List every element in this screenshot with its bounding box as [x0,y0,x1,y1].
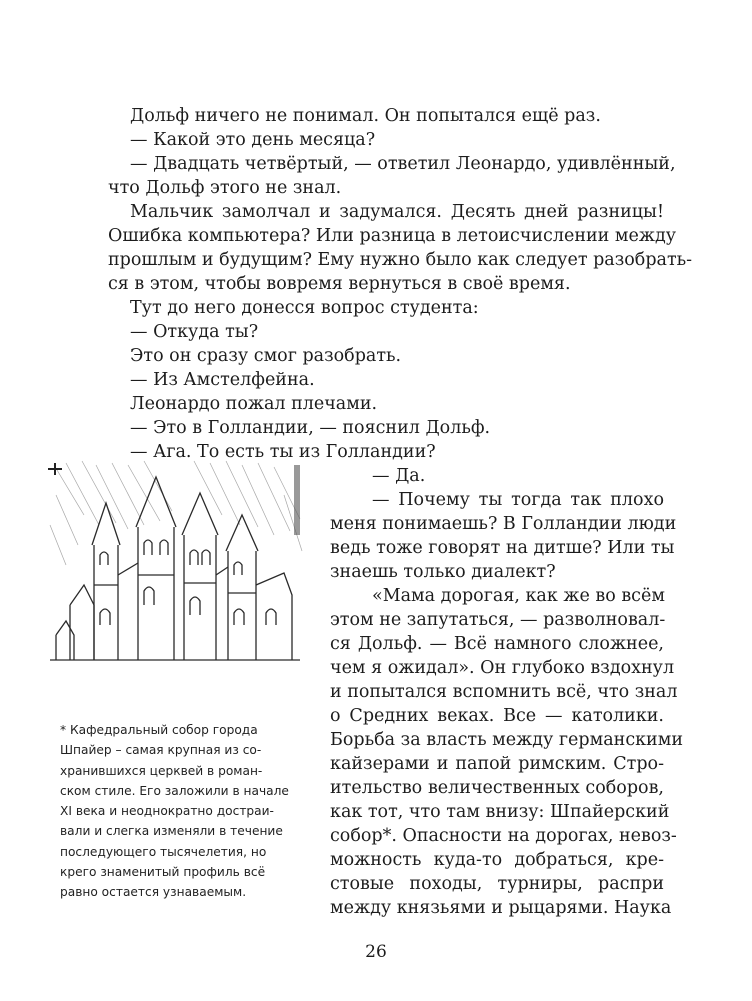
text-line: ведь тоже говорят на дитше? Или ты [330,538,675,558]
text-line: — Какой это день месяца? [130,130,376,150]
text-line: знаешь только диалект? [330,562,556,582]
text-line: Дольф ничего не понимал. Он попытался ещё раз. [130,106,601,126]
text-line: между князьями и рыцарями. Наука [330,898,672,918]
caption-line: крeго знаменитый профиль всё [60,865,266,880]
text-line: стовые походы, турниры, распри [330,874,664,894]
text-line: и попытался вспомнить всё, что знал [330,682,678,702]
text-line: Леонардо пожал плечами. [130,394,378,414]
cathedral-outline [50,477,300,660]
sky-hatching [50,461,302,565]
text-line: как тот, что там внизу: Шпайерский [330,802,670,822]
caption-line: вали и слегка изменяли в течение [60,824,283,839]
text-line: — Двадцать четвёртый, — ответил Леонардо, удивлённый, [130,154,676,174]
caption-line: Шпайер – самая крупная из со- [60,743,262,758]
text-line: что Дольф этого не знал. [108,178,342,198]
caption-line: ском стиле. Его заложили в начале [60,783,289,798]
text-line: ся Дольф. — Всё намного сложнее, [330,634,664,654]
caption-line: XI века и неоднократно дострaи- [60,804,274,819]
text-line: чем я ожидал». Он глубоко вздохнул [330,658,675,678]
text-line: Это он сразу смог разобрать. [130,346,402,366]
cathedral-illustration [44,455,306,680]
text-line: Тут до него донесся вопрос студента: [130,298,479,318]
page-number: 26 [365,942,387,962]
text-line: этом не запутаться, — разволновал- [330,610,666,630]
caption-line: хранившихся церквей в роман- [60,763,263,778]
text-line: собор*. Опасности на дорогах, невоз- [330,826,677,846]
text-line: Борьба за власть между германскими [330,730,683,750]
text-line: — Ага. То есть ты из Голландии? [130,442,436,462]
text-line: кайзерами и папой римским. Стро- [330,754,664,774]
text-line: — Да. [372,466,426,486]
caption-line: последующего тысячелетия, но [60,844,267,859]
caption-line: равно остается узнаваемым. [60,885,247,900]
text-line: — Это в Голландии, — пояснил Дольф. [130,418,491,438]
text-line: прошлым и будущим? Ему нужно было как следует разобрать- [108,250,693,270]
text-line: — Откуда ты? [130,322,259,342]
caption-line: * Кафедральный собор города [60,723,258,737]
text-line: меня понимаешь? В Голландии люди [330,514,677,534]
footnote-caption [60,720,288,903]
text-line: — Из Амстелфейна. [130,370,315,390]
text-line: можность куда-то добраться, кре- [330,850,664,870]
text-line: о Средних веках. Все — католики. [330,706,664,726]
text-line: Мальчик замолчал и задумался. Десять дней разницы! [130,202,664,222]
text-line: — Почему ты тогда так плохо [372,490,664,510]
text-line: ся в этом, чтобы вовремя вернуться в своё время. [108,274,571,294]
text-line: ительство величественных соборов, [330,778,664,798]
text-line: Ошибка компьютера? Или разница в летоисчислении между [108,226,677,246]
text-line: «Мама дорогая, как же во всём [372,586,665,606]
